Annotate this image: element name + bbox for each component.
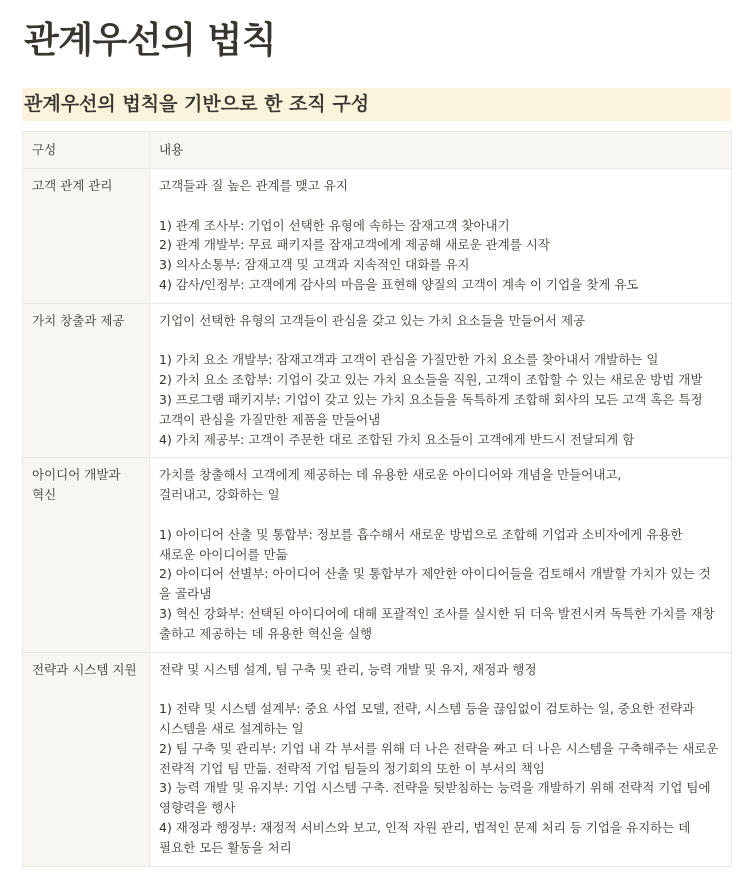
content-cell	[150, 303, 732, 458]
content-cell	[150, 652, 732, 866]
category-label: 아이디어 개발과	[32, 467, 121, 483]
content-line: 영향력을 행사	[159, 800, 236, 816]
content-line: 가치를 창출해서 고객에게 제공하는 데 유용한 새로운 아이디어와 개념을 만들어내고,	[159, 467, 622, 483]
content-line	[159, 679, 722, 699]
content-line	[159, 505, 722, 525]
content-line: 1) 관계 조사부: 기업이 선택한 유형에 속하는 잠재고객 찾아내기	[159, 217, 510, 233]
content-line	[159, 196, 722, 216]
table-row	[23, 169, 732, 304]
content-line: 시스템을 새로 설계하는 일	[159, 720, 304, 736]
category-cell	[23, 303, 150, 458]
category-label: 고객 관계 관리	[32, 178, 113, 193]
content-line: 2) 가치 요소 조합부: 기업이 갖고 있는 가치 요소들을 직원, 고객이 조합할 수 있는 새로운 방법 개발	[159, 372, 703, 388]
content-line: 기업이 선택한 유형의 고객들이 관심을 갖고 있는 가치 요소들을 만들어서 제공	[159, 312, 586, 328]
table-row	[23, 652, 732, 866]
content-line: 4) 가치 제공부: 고객이 주문한 대로 조합된 가치 요소들이 고객에게 반드시 전달되게 함	[159, 431, 635, 447]
content-line: 4) 재정과 행정부: 재정적 서비스와 보고, 인적 자원 관리, 법적인 문제 처리 등 기업을 유지하는 데	[159, 819, 691, 835]
content-line: 3) 프로그램 패키지부: 기업이 갖고 있는 가치 요소들을 독특하게 조합해 회사의 모든 고객 혹은 특정	[159, 391, 703, 407]
content-line: 2) 팀 구축 및 관리부: 기업 내 각 부서를 위해 더 나은 전략을 짜고 더 나은 시스템을 구축해주는 새로운	[159, 740, 719, 756]
content-line: 전략 및 시스템 설계, 팀 구축 및 관리, 능력 개발 및 유지, 재정과 행정	[159, 661, 537, 677]
content-cell	[150, 169, 732, 304]
content-line: 2) 관계 개발부: 무료 패키지를 잠재고객에게 제공해 새로운 관계를 시작	[159, 237, 550, 253]
column-header-content: 내용	[150, 132, 732, 169]
category-label: 전략과 시스템 지원	[32, 661, 137, 677]
content-line: 을 골라냄	[159, 586, 212, 602]
content-line: 고객들과 질 높은 관계를 맺고 유지	[159, 178, 348, 193]
page-title: 관계우선의 법칙	[24, 20, 276, 61]
content-cell	[150, 458, 732, 652]
category-label: 혁신	[32, 487, 57, 503]
content-line: 새로운 아이디어를 만듦	[159, 546, 288, 562]
section-heading: 관계우선의 법칙을 기반으로 한 조직 구성	[22, 88, 731, 121]
content-line: 4) 감사/인정부: 고객에게 감사의 마음을 표현해 양질의 고객이 계속 이 기업을 찾게 유도	[159, 276, 639, 292]
content-line: 2) 아이디어 선별부: 아이디어 산출 및 통합부가 제안한 아이디어들을 검토해서 개발할 가치가 있는 것	[159, 566, 711, 582]
column-header-composition: 구성	[23, 132, 150, 169]
category-cell	[23, 169, 150, 304]
content-line: 1) 아이디어 산출 및 통합부: 정보를 흡수해서 새로운 방법으로 조합해 기업과 소비자에게 유용한	[159, 526, 683, 542]
table-header-row	[23, 132, 732, 169]
content-line: 1) 가치 요소 개발부: 잠재고객과 고객이 관심을 가질만한 가치 요소를 찾아내서 개발하는 일	[159, 352, 659, 368]
table-row	[23, 303, 732, 458]
category-cell	[23, 652, 150, 866]
content-line: 3) 의사소통부: 잠재고객 및 고객과 지속적인 대화를 유지	[159, 257, 470, 273]
content-line: 3) 혁신 강화부: 선택된 아이디어에 대해 포괄적인 조사를 실시한 뒤 더욱 발전시켜 독특한 가치를 재창	[159, 605, 715, 621]
content-line: 3) 능력 개발 및 유지부: 기업 시스템 구축. 전략을 뒷받침하는 능력을 개발하기 위해 전략적 기업 팀에	[159, 780, 711, 796]
content-line: 걸러내고, 강화하는 일	[159, 487, 280, 503]
content-line: 출하고 제공하는 데 유용한 혁신을 실행	[159, 625, 373, 641]
category-label: 가치 창출과 제공	[32, 312, 125, 328]
content-line: 전략적 기업 팀 만듦. 전략적 기업 팀들의 정기회의 또한 이 부서의 책임	[159, 760, 545, 776]
content-line: 1) 전략 및 시스템 설계부: 중요 사업 모델, 전략, 시스템 등을 끊임없이 검토하는 일, 중요한 전략과	[159, 701, 695, 717]
category-cell	[23, 458, 150, 652]
table-row	[23, 458, 732, 652]
content-line: 필요한 모든 활동을 처리	[159, 839, 292, 855]
content-line: 고객이 관심을 가질만한 제품을 만들어냄	[159, 411, 381, 427]
content-line	[159, 331, 722, 351]
table-body	[23, 169, 732, 867]
organization-table	[22, 131, 732, 867]
